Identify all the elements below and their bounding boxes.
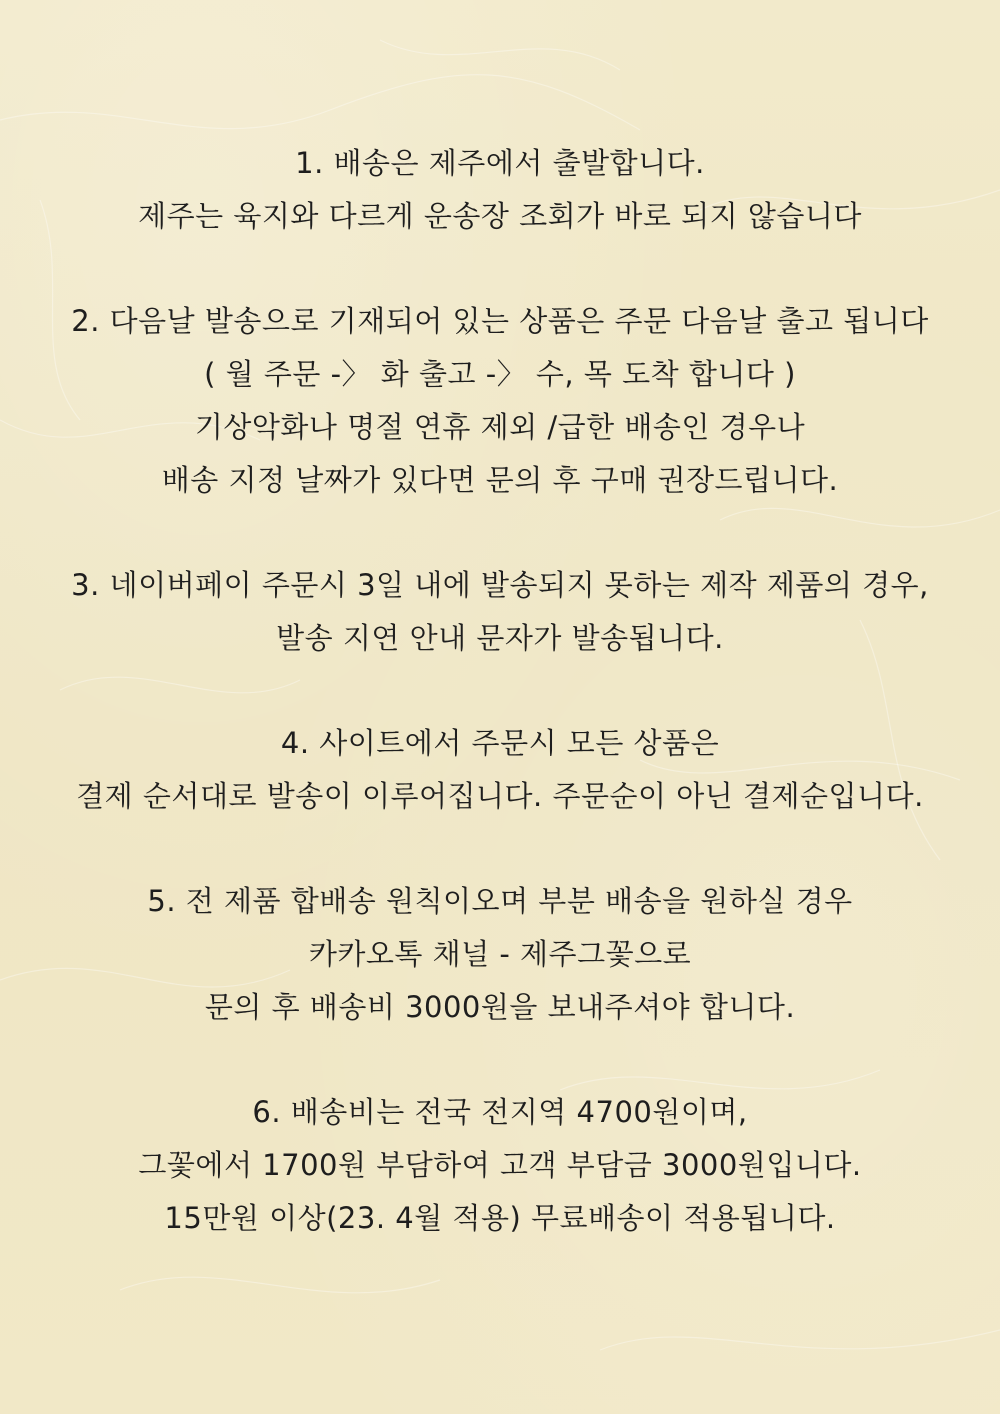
notice-line: 4. 사이트에서 주문시 모든 상품은	[280, 726, 720, 760]
notice-line: 5. 전 제품 합배송 원칙이오며 부분 배송을 원하실 경우	[147, 884, 853, 918]
notice-line: 제주는 육지와 다르게 운송장 조회가 바로 되지 않습니다	[138, 199, 862, 233]
notice-line: 3. 네이버페이 주문시 3일 내에 발송되지 못하는 제작 제품의 경우,	[71, 568, 929, 602]
notice-line: 15만원 이상(23. 4월 적용) 무료배송이 적용됩니다.	[164, 1201, 836, 1235]
notice-line: 결제 순서대로 발송이 이루어집니다. 주문순이 아닌 결제순입니다.	[76, 779, 924, 813]
notice-section-6	[0, 1086, 1000, 1245]
notice-line: 발송 지연 안내 문자가 발송됩니다.	[276, 621, 724, 655]
notice-line: 카카오톡 채널 - 제주그꽃으로	[308, 937, 692, 971]
notice-section-4	[0, 717, 1000, 823]
notice-line: 그꽃에서 1700원 부담하여 고객 부담금 3000원입니다.	[138, 1148, 862, 1182]
notice-section-1	[0, 137, 1000, 243]
notice-line: 6. 배송비는 전국 전지역 4700원이며,	[252, 1095, 748, 1129]
notice-line: 1. 배송은 제주에서 출발합니다.	[295, 146, 705, 180]
notice-line: 기상악화나 명절 연휴 제외 /급한 배송인 경우나	[194, 410, 806, 444]
notice-line: 배송 지정 날짜가 있다면 문의 후 구매 권장드립니다.	[161, 463, 839, 497]
notice-section-5	[0, 875, 1000, 1034]
notice-line: 2. 다음날 발송으로 기재되어 있는 상품은 주문 다음날 출고 됩니다	[71, 304, 929, 338]
notice-section-3	[0, 559, 1000, 665]
notice-content	[0, 137, 1000, 1297]
notice-line: 문의 후 배송비 3000원을 보내주셔야 합니다.	[204, 990, 796, 1024]
notice-section-2	[0, 295, 1000, 507]
notice-line: ( 월 주문 -〉 화 출고 -〉 수, 목 도착 합니다 )	[204, 357, 796, 391]
